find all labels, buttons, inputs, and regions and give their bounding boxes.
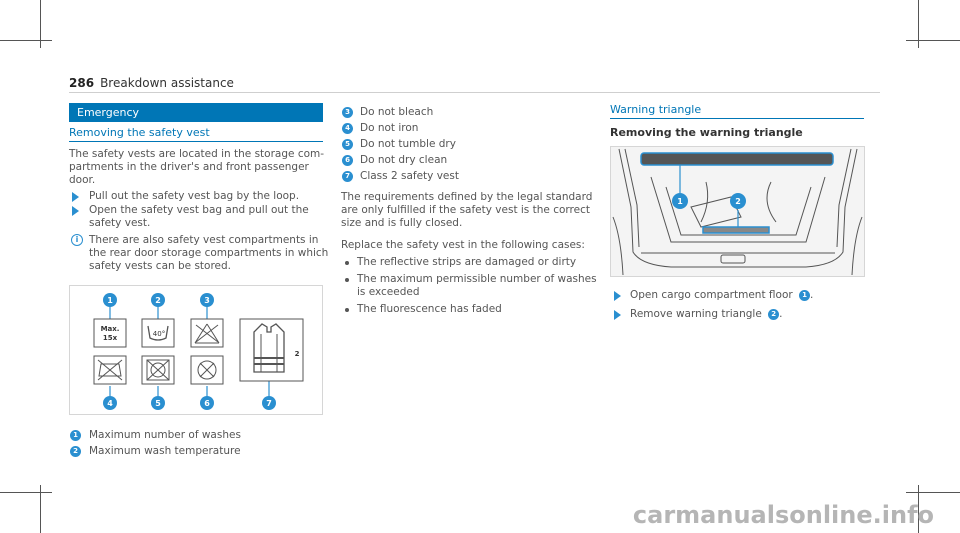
bullet-dot [345, 261, 349, 265]
intro-line: The safety vests are located in the storage com- [69, 148, 325, 160]
crop-mark [0, 492, 52, 493]
info-line: safety vests can be stored. [89, 260, 232, 272]
triangle-title: Removing the warning triangle [610, 126, 803, 139]
legend-number: 5 [342, 139, 353, 150]
step-arrow-icon [72, 192, 79, 202]
vest-title-rule [69, 141, 323, 142]
triangle-section-rule [610, 118, 864, 119]
step-arrow-icon [72, 206, 79, 216]
figure-callout-4: 4 [107, 399, 113, 408]
legend-text: Do not bleach [360, 106, 434, 118]
info-line: There are also safety vest compartments in [89, 234, 319, 246]
trunk-callout-2: 2 [735, 197, 741, 206]
triangle-step-text: Open cargo compartment floor [630, 289, 793, 301]
info-icon: i [71, 234, 83, 246]
wash-count-value: 15x [102, 334, 118, 342]
legend-number: 7 [342, 171, 353, 182]
legend-text: Do not iron [360, 122, 419, 134]
legend-number: 2 [70, 446, 81, 457]
crop-mark [906, 40, 960, 41]
legend-text: Maximum number of washes [89, 429, 241, 441]
figure-callout-2: 2 [155, 296, 161, 305]
requirements-paragraph [341, 191, 592, 230]
legend-number: 6 [342, 155, 353, 166]
requirements-line: are only fulfilled if the safety vest is the correct [341, 204, 590, 216]
step-line: Pull out the safety vest bag by the loop. [89, 190, 300, 202]
replace-case-2 [357, 273, 597, 299]
trunk-illustration-svg [611, 147, 864, 276]
intro-line: door. [69, 174, 96, 186]
figure-callout-5: 5 [155, 399, 161, 408]
intro-line: partments in the driver's and front passenger [69, 161, 309, 173]
triangle-section-title: Warning triangle [610, 103, 702, 116]
page-header [69, 76, 234, 90]
vest-class-label: 2 [294, 350, 300, 358]
bullet-dot [345, 308, 349, 312]
step-line: safety vest. [89, 217, 151, 229]
replace-case-line: The maximum permissible number of washes [357, 273, 597, 285]
replace-case-1 [357, 256, 576, 269]
crop-mark [0, 40, 52, 41]
requirements-line: size and is fully closed. [341, 217, 463, 229]
triangle-step-2: Remove warning triangle 2 . [630, 308, 783, 320]
trunk-figure [610, 146, 865, 277]
legend-text: Do not dry clean [360, 154, 448, 166]
legend-number: 3 [342, 107, 353, 118]
replace-case-line: is exceeded [357, 286, 420, 298]
replace-case-line: The reflective strips are damaged or dirty [357, 256, 577, 268]
requirements-line: The requirements defined by the legal standard [341, 191, 593, 203]
wash-temp-label: 40° [152, 330, 166, 338]
header-section: Breakdown assistance [100, 76, 234, 90]
vest-title: Removing the safety vest [69, 126, 210, 139]
care-symbols-figure [69, 285, 323, 415]
bullet-dot [345, 278, 349, 282]
care-symbols-svg [70, 286, 322, 414]
legend-text: Maximum wash temperature [89, 445, 241, 457]
triangle-step-text: Remove warning triangle [630, 308, 762, 320]
vest-step-2 [89, 204, 309, 230]
wash-count-label: Max. [100, 325, 120, 333]
step-line: Open the safety vest bag and pull out the [89, 204, 309, 216]
watermark: carmanualsonline.info [632, 501, 934, 529]
replace-case-line: The fluorescence has faded [357, 303, 502, 315]
section-bar-emergency: Emergency [69, 103, 323, 122]
vest-intro [69, 148, 324, 187]
step-arrow-icon [614, 310, 621, 320]
vest-step-1 [89, 190, 299, 203]
legend-number: 4 [342, 123, 353, 134]
legend-text: Class 2 safety vest [360, 170, 459, 182]
trunk-callout-1: 1 [677, 197, 683, 206]
figure-callout-6: 6 [204, 399, 210, 408]
figure-callout-3: 3 [204, 296, 210, 305]
vest-info [89, 234, 328, 273]
figure-callout-7: 7 [266, 399, 272, 408]
legend-number: 1 [70, 430, 81, 441]
info-line: the rear door storage compartments in which [89, 247, 329, 259]
page-number: 286 [69, 76, 95, 90]
replace-intro: Replace the safety vest in the following cases: [341, 239, 585, 251]
replace-case-3 [357, 303, 502, 316]
header-rule [69, 92, 880, 93]
legend-text: Do not tumble dry [360, 138, 456, 150]
crop-mark [906, 492, 960, 493]
triangle-step-ref: 1 [799, 290, 810, 301]
triangle-step-1: Open cargo compartment floor 1 . [630, 289, 814, 301]
figure-callout-1: 1 [107, 296, 113, 305]
step-arrow-icon [614, 291, 621, 301]
triangle-step-ref: 2 [768, 309, 779, 320]
